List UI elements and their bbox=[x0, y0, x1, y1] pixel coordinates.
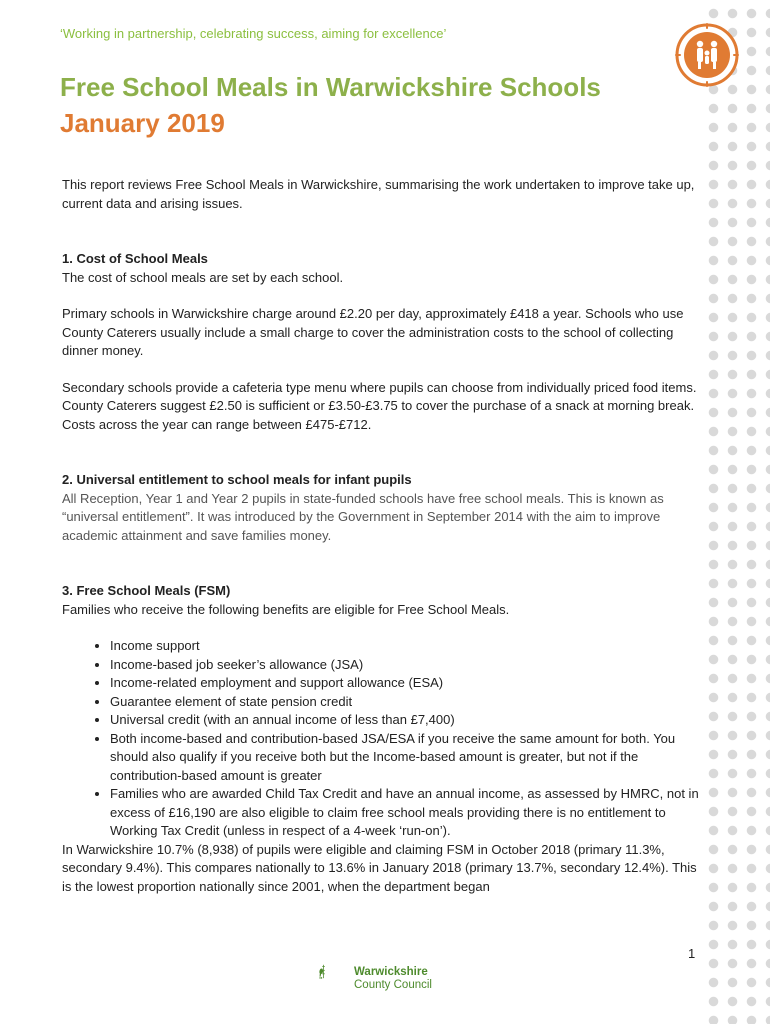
bear-and-ragged-staff-icon bbox=[318, 944, 354, 1000]
intro-paragraph: This report reviews Free School Meals in Warwickshire, summarising the work undertaken to improve take up, current data and arising issues. bbox=[62, 177, 695, 211]
tagline: ‘Working in partnership, celebrating success, aiming for excellence’ bbox=[60, 26, 447, 41]
section-3-closing-paragraph: In Warwickshire 10.7% (8,938) of pupils were eligible and claiming FSM in October 2018 (primary 11.3%, secondary 9.4%). This compares nationally to 13.6% in January 2018 (primary 13.7%, secondary 12.4%). This is the lowest proportion nationally since 2001, when the department began bbox=[62, 841, 697, 894]
page-subtitle: January 2019 bbox=[60, 108, 225, 138]
list-item: • Both income-based and contribution-based JSA/ESA if you receive the same amount for both. You should also qualify if you receive both but the Income-based amount is greater, but not if the contribution-based amount is greater bbox=[110, 730, 700, 786]
council-name bbox=[354, 966, 432, 992]
list-item: • Income-based job seeker’s allowance (JSA) bbox=[110, 656, 700, 675]
section-3-heading: 3. Free School Meals (FSM) bbox=[62, 583, 231, 598]
list-item: • Guarantee element of state pension credit bbox=[110, 693, 700, 712]
list-item: • Income-related employment and support allowance (ESA) bbox=[110, 674, 700, 693]
document-body bbox=[62, 176, 700, 896]
list-item: • Families who are awarded Child Tax Credit and have an annual income, as assessed by HMRC, not in excess of £16,190 are also eligible to claim free school meals providing there is no entitlement to Working Tax Credit (unless in respect of a 4-week ‘run-on’). bbox=[110, 785, 700, 841]
family-badge-icon bbox=[674, 22, 740, 88]
list-item: • Universal credit (with an annual income of less than £7,400) bbox=[110, 711, 700, 730]
section-1-paragraph-2: Primary schools in Warwickshire charge around £2.20 per day, approximately £418 a year. Schools who use County Caterers usually include a small charge to cover the administration costs to the school of collecting dinner money. bbox=[62, 306, 684, 358]
section-2-paragraph-1: All Reception, Year 1 and Year 2 pupils in state-funded schools have free school meals. This is known as “universal entitlement”. It was introduced by the Government in September 2014 with the aim to improve academic attainment and save families money. bbox=[62, 490, 664, 543]
section-1-paragraph-1: The cost of school meals are set by each school. bbox=[62, 269, 344, 285]
section-1-heading: 1. Cost of School Meals bbox=[62, 251, 208, 266]
list-item: • Income support bbox=[110, 637, 700, 656]
page-title: Free School Meals in Warwickshire Schools bbox=[60, 72, 601, 102]
section-3-paragraph-1: Families who receive the following benefits are eligible for Free School Meals. bbox=[62, 601, 510, 617]
decorative-dot-pattern bbox=[700, 0, 770, 1024]
council-name-line-2: County Council bbox=[354, 979, 432, 991]
page-number: 1 bbox=[688, 946, 696, 961]
section-1-paragraph-3: Secondary schools provide a cafeteria type menu where pupils can choose from individually priced food items. County Caterers suggest £2.50 is sufficient or £3.50-£3.75 to cover the purchase of a snack at morning break. Costs across the year can range between £475-£712. bbox=[62, 379, 697, 432]
eligible-benefits-list bbox=[62, 637, 700, 841]
section-2-heading: 2. Universal entitlement to school meals for infant pupils bbox=[62, 472, 412, 487]
council-name-line-1: Warwickshire bbox=[354, 966, 428, 978]
